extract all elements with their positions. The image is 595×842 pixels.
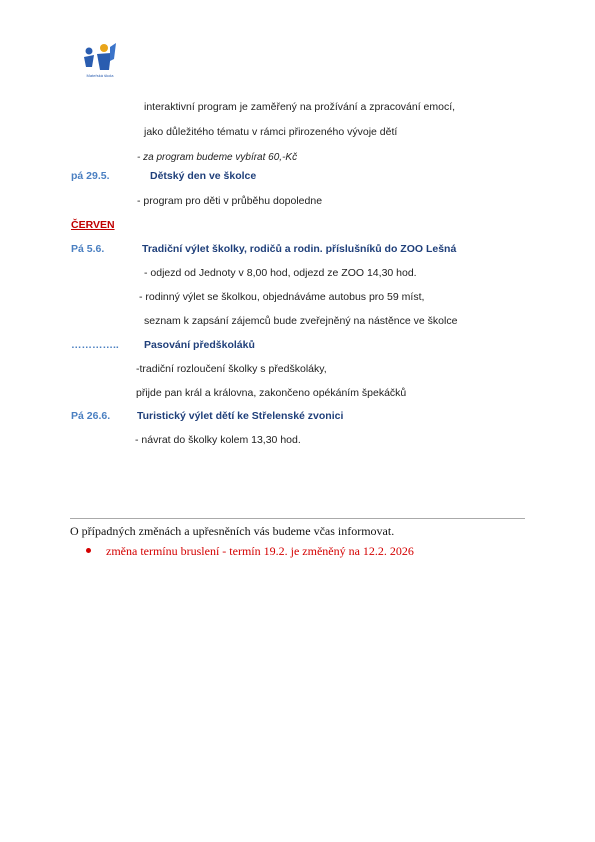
month-heading: ČERVEN bbox=[71, 219, 115, 231]
event-detail: - návrat do školky kolem 13,30 hod. bbox=[135, 434, 301, 446]
event-title: Turistický výlet dětí ke Střelenské zvonici bbox=[137, 410, 344, 422]
event-detail: přijde pan král a královna, zakončeno opékáním špekáčků bbox=[136, 387, 407, 399]
bullet-icon bbox=[86, 548, 91, 553]
event-detail: - program pro děti v průběhu dopoledne bbox=[137, 195, 323, 207]
program-description-line-2: jako důležitého tématu v rámci přirozeného vývoje dětí bbox=[144, 126, 398, 138]
info-note: O případných změnách a upřesněních vás budeme včas informovat. bbox=[70, 524, 395, 538]
event-date: ………….. bbox=[71, 339, 119, 351]
program-price-note: - za program budeme vybírat 60,-Kč bbox=[137, 152, 298, 163]
event-title: Tradiční výlet školky, rodičů a rodin. příslušníků do ZOO Lešná bbox=[142, 243, 457, 255]
event-date: Pá 5.6. bbox=[71, 243, 105, 255]
event-title: Pasování předškoláků bbox=[144, 339, 255, 351]
school-logo-icon bbox=[80, 37, 120, 87]
event-date: Pá 26.6. bbox=[71, 410, 111, 422]
event-detail: - odjezd od Jednoty v 8,00 hod, odjezd ze ZOO 14,30 hod. bbox=[144, 267, 417, 279]
change-notice: změna termínu bruslení - termín 19.2. je změněný na 12.2. 2026 bbox=[106, 544, 414, 558]
event-date: pá 29.5. bbox=[71, 170, 110, 182]
school-logo bbox=[80, 37, 120, 87]
event-detail: seznam k zapsání zájemců bude zveřejněný na nástěnce ve školce bbox=[144, 315, 458, 327]
event-detail: -tradiční rozloučení školky s předškoláky, bbox=[136, 363, 327, 375]
logo-text: Mateřská škola bbox=[86, 73, 114, 78]
event-detail: - rodinný výlet se školkou, objednáváme autobus pro 59 míst, bbox=[139, 291, 425, 303]
event-title: Dětský den ve školce bbox=[150, 170, 257, 182]
program-description-line-1: interaktivní program je zaměřený na prožívání a zpracování emocí, bbox=[144, 101, 456, 113]
divider bbox=[70, 518, 525, 519]
